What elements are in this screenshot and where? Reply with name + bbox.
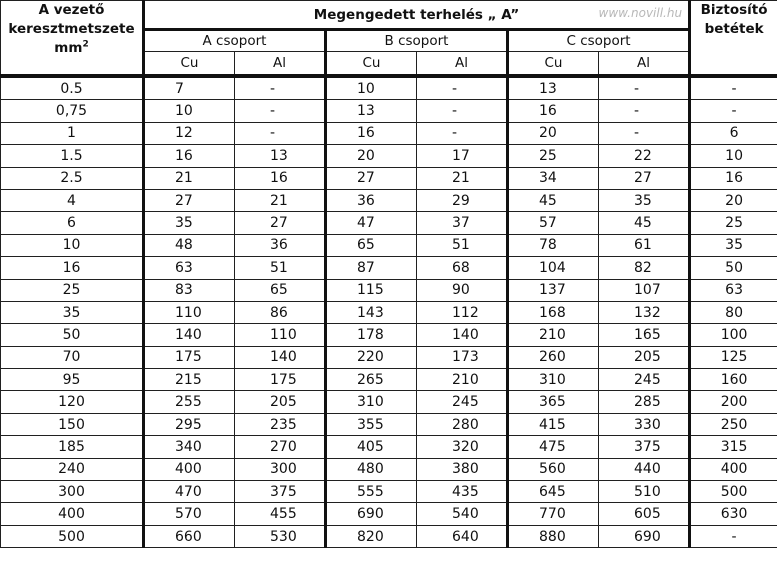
table-row <box>1 503 777 525</box>
fuse-rating-cell: 315 <box>690 436 777 458</box>
group-b-cu-cell: 555 <box>326 481 417 503</box>
group-a-cu-cell: 27 <box>144 189 235 211</box>
fuse-rating-cell: - <box>690 525 777 547</box>
fuse-header-line1: Biztosító <box>700 2 768 18</box>
conductor-size-cell: 240 <box>1 458 144 480</box>
group-a-cu-cell: 255 <box>144 391 235 413</box>
fuse-header-line2: betétek <box>704 21 764 37</box>
group-b-al-cell: 29 <box>417 189 508 211</box>
conductor-size-cell: 16 <box>1 257 144 279</box>
group-c-al-cell: 205 <box>599 346 690 368</box>
group-c-al-cell: 45 <box>599 212 690 234</box>
group-b-al-cell: 210 <box>417 369 508 391</box>
table-row <box>1 346 777 368</box>
conductor-size-cell: 0,75 <box>1 100 144 122</box>
group-a-cu-cell: 10 <box>144 100 235 122</box>
conductor-size-cell: 50 <box>1 324 144 346</box>
group-b-cu-cell: 10 <box>326 76 417 100</box>
table-row <box>1 122 777 144</box>
table-row <box>1 458 777 480</box>
group-c-header: C csoport <box>508 30 690 52</box>
group-a-cu-cell: 16 <box>144 145 235 167</box>
group-a-cu-cell: 7 <box>144 76 235 100</box>
group-c-al-cell: 82 <box>599 257 690 279</box>
group-a-cu-header: Cu <box>144 52 235 77</box>
group-c-al-cell: 690 <box>599 525 690 547</box>
group-b-al-cell: 320 <box>417 436 508 458</box>
group-b-al-cell: 435 <box>417 481 508 503</box>
fuse-rating-cell: 63 <box>690 279 777 301</box>
group-a-cu-cell: 12 <box>144 122 235 144</box>
conductor-size-cell: 0.5 <box>1 76 144 100</box>
group-b-al-cell: 173 <box>417 346 508 368</box>
fuse-rating-cell: 20 <box>690 189 777 211</box>
group-c-cu-cell: 560 <box>508 458 599 480</box>
group-a-al-cell: 110 <box>235 324 326 346</box>
group-c-al-cell: 132 <box>599 301 690 323</box>
group-c-al-cell: - <box>599 122 690 144</box>
group-a-al-cell: 13 <box>235 145 326 167</box>
group-b-al-cell: 380 <box>417 458 508 480</box>
group-c-al-cell: 165 <box>599 324 690 346</box>
fuse-rating-cell: 80 <box>690 301 777 323</box>
group-b-cu-cell: 690 <box>326 503 417 525</box>
group-b-cu-cell: 65 <box>326 234 417 256</box>
group-a-cu-cell: 83 <box>144 279 235 301</box>
table-row <box>1 257 777 279</box>
group-b-al-cell: 640 <box>417 525 508 547</box>
group-b-cu-cell: 405 <box>326 436 417 458</box>
conductor-size-cell: 500 <box>1 525 144 547</box>
fuse-rating-cell: 200 <box>690 391 777 413</box>
fuse-rating-cell: 630 <box>690 503 777 525</box>
size-header-line2: keresztmetszete <box>8 21 135 37</box>
group-b-header: B csoport <box>326 30 508 52</box>
table-row <box>1 167 777 189</box>
group-a-al-cell: - <box>235 122 326 144</box>
group-b-al-cell: 37 <box>417 212 508 234</box>
table-row <box>1 391 777 413</box>
group-b-al-cell: 140 <box>417 324 508 346</box>
group-c-al-cell: 285 <box>599 391 690 413</box>
group-b-cu-header: Cu <box>326 52 417 77</box>
group-c-al-cell: 61 <box>599 234 690 256</box>
size-header-unit: mm <box>54 40 83 56</box>
group-c-cu-cell: 475 <box>508 436 599 458</box>
group-c-cu-cell: 13 <box>508 76 599 100</box>
group-a-al-cell: 375 <box>235 481 326 503</box>
group-a-cu-cell: 400 <box>144 458 235 480</box>
group-b-al-cell: - <box>417 76 508 100</box>
table-row <box>1 324 777 346</box>
group-c-cu-cell: 880 <box>508 525 599 547</box>
size-header-line1: A vezető <box>38 2 105 18</box>
fuse-rating-cell: - <box>690 100 777 122</box>
group-a-al-cell: 140 <box>235 346 326 368</box>
conductor-size-cell: 25 <box>1 279 144 301</box>
group-b-cu-cell: 115 <box>326 279 417 301</box>
conductor-size-cell: 1.5 <box>1 145 144 167</box>
conductor-size-cell: 120 <box>1 391 144 413</box>
table-row <box>1 481 777 503</box>
group-b-cu-cell: 820 <box>326 525 417 547</box>
group-c-cu-cell: 137 <box>508 279 599 301</box>
group-a-header: A csoport <box>144 30 326 52</box>
group-c-al-cell: - <box>599 100 690 122</box>
group-b-al-cell: 112 <box>417 301 508 323</box>
group-c-cu-cell: 260 <box>508 346 599 368</box>
group-c-al-cell: 27 <box>599 167 690 189</box>
group-b-cu-cell: 27 <box>326 167 417 189</box>
table-header <box>1 1 777 77</box>
conductor-size-cell: 1 <box>1 122 144 144</box>
group-b-al-cell: 68 <box>417 257 508 279</box>
group-a-al-header: Al <box>235 52 326 77</box>
fuse-rating-cell: 160 <box>690 369 777 391</box>
group-b-al-cell: 245 <box>417 391 508 413</box>
table-row <box>1 301 777 323</box>
fuse-rating-cell: 6 <box>690 122 777 144</box>
group-b-cu-cell: 13 <box>326 100 417 122</box>
group-a-cu-cell: 140 <box>144 324 235 346</box>
group-c-cu-cell: 25 <box>508 145 599 167</box>
group-b-al-cell: - <box>417 122 508 144</box>
group-a-al-cell: 175 <box>235 369 326 391</box>
group-b-al-cell: - <box>417 100 508 122</box>
group-b-cu-cell: 143 <box>326 301 417 323</box>
group-c-cu-header: Cu <box>508 52 599 77</box>
group-c-al-cell: 605 <box>599 503 690 525</box>
group-a-al-cell: 27 <box>235 212 326 234</box>
group-c-cu-cell: 34 <box>508 167 599 189</box>
table-row <box>1 76 777 100</box>
fuse-rating-cell: 250 <box>690 413 777 435</box>
group-a-al-cell: 205 <box>235 391 326 413</box>
fuse-rating-cell: 50 <box>690 257 777 279</box>
group-c-al-cell: 35 <box>599 189 690 211</box>
table-row <box>1 145 777 167</box>
fuse-rating-cell: 16 <box>690 167 777 189</box>
group-c-cu-cell: 45 <box>508 189 599 211</box>
group-a-al-cell: - <box>235 100 326 122</box>
group-a-cu-cell: 660 <box>144 525 235 547</box>
group-a-cu-cell: 295 <box>144 413 235 435</box>
conductor-size-cell: 6 <box>1 212 144 234</box>
group-c-cu-cell: 16 <box>508 100 599 122</box>
table-body <box>1 76 777 548</box>
group-a-al-cell: 455 <box>235 503 326 525</box>
group-a-cu-cell: 215 <box>144 369 235 391</box>
group-b-cu-cell: 480 <box>326 458 417 480</box>
group-a-cu-cell: 340 <box>144 436 235 458</box>
group-c-cu-cell: 415 <box>508 413 599 435</box>
group-a-cu-cell: 21 <box>144 167 235 189</box>
group-c-cu-cell: 78 <box>508 234 599 256</box>
conductor-size-cell: 400 <box>1 503 144 525</box>
table-row <box>1 279 777 301</box>
group-a-al-cell: 21 <box>235 189 326 211</box>
group-a-cu-cell: 110 <box>144 301 235 323</box>
group-c-al-cell: 510 <box>599 481 690 503</box>
fuse-rating-cell: 125 <box>690 346 777 368</box>
watermark-text: www.novill.hu <box>598 6 683 20</box>
group-c-cu-cell: 310 <box>508 369 599 391</box>
table-row <box>1 413 777 435</box>
table-row <box>1 436 777 458</box>
group-c-al-cell: 107 <box>599 279 690 301</box>
group-c-al-cell: 330 <box>599 413 690 435</box>
group-b-al-cell: 280 <box>417 413 508 435</box>
conductor-size-cell: 95 <box>1 369 144 391</box>
fuse-rating-cell: 400 <box>690 458 777 480</box>
group-b-al-cell: 51 <box>417 234 508 256</box>
fuse-rating-cell: 35 <box>690 234 777 256</box>
conductor-size-cell: 2.5 <box>1 167 144 189</box>
fuse-header <box>690 1 777 77</box>
fuse-rating-cell: 10 <box>690 145 777 167</box>
group-b-cu-cell: 220 <box>326 346 417 368</box>
group-b-cu-cell: 87 <box>326 257 417 279</box>
group-a-al-cell: 36 <box>235 234 326 256</box>
conductor-size-cell: 150 <box>1 413 144 435</box>
group-a-cu-cell: 35 <box>144 212 235 234</box>
fuse-rating-cell: 500 <box>690 481 777 503</box>
group-a-cu-cell: 570 <box>144 503 235 525</box>
group-b-al-cell: 17 <box>417 145 508 167</box>
group-a-cu-cell: 470 <box>144 481 235 503</box>
group-c-al-cell: 245 <box>599 369 690 391</box>
group-a-cu-cell: 175 <box>144 346 235 368</box>
group-b-cu-cell: 265 <box>326 369 417 391</box>
group-c-cu-cell: 210 <box>508 324 599 346</box>
group-c-al-cell: 22 <box>599 145 690 167</box>
group-b-cu-cell: 16 <box>326 122 417 144</box>
group-b-cu-cell: 310 <box>326 391 417 413</box>
group-c-cu-cell: 770 <box>508 503 599 525</box>
table-row <box>1 212 777 234</box>
group-a-al-cell: 86 <box>235 301 326 323</box>
table-row <box>1 189 777 211</box>
group-a-al-cell: - <box>235 76 326 100</box>
table-row <box>1 525 777 547</box>
group-c-cu-cell: 365 <box>508 391 599 413</box>
group-a-cu-cell: 48 <box>144 234 235 256</box>
group-a-cu-cell: 63 <box>144 257 235 279</box>
group-c-al-cell: - <box>599 76 690 100</box>
fuse-rating-cell: 25 <box>690 212 777 234</box>
conductor-size-cell: 35 <box>1 301 144 323</box>
group-c-cu-cell: 57 <box>508 212 599 234</box>
group-b-cu-cell: 20 <box>326 145 417 167</box>
group-b-al-cell: 90 <box>417 279 508 301</box>
table-row <box>1 100 777 122</box>
group-b-al-header: Al <box>417 52 508 77</box>
group-c-cu-cell: 168 <box>508 301 599 323</box>
fuse-rating-cell: 100 <box>690 324 777 346</box>
group-b-cu-cell: 36 <box>326 189 417 211</box>
fuse-rating-cell: - <box>690 76 777 100</box>
group-c-al-cell: 375 <box>599 436 690 458</box>
group-b-cu-cell: 355 <box>326 413 417 435</box>
group-b-al-cell: 540 <box>417 503 508 525</box>
group-a-al-cell: 270 <box>235 436 326 458</box>
group-c-cu-cell: 20 <box>508 122 599 144</box>
group-c-cu-cell: 104 <box>508 257 599 279</box>
conductor-size-cell: 4 <box>1 189 144 211</box>
group-a-al-cell: 65 <box>235 279 326 301</box>
table-row <box>1 369 777 391</box>
group-a-al-cell: 51 <box>235 257 326 279</box>
conductor-size-header <box>1 1 144 77</box>
group-a-al-cell: 16 <box>235 167 326 189</box>
group-a-al-cell: 530 <box>235 525 326 547</box>
group-b-al-cell: 21 <box>417 167 508 189</box>
conductor-size-cell: 185 <box>1 436 144 458</box>
conductor-size-cell: 300 <box>1 481 144 503</box>
size-header-unit-sup: 2 <box>82 39 89 50</box>
conductor-size-cell: 10 <box>1 234 144 256</box>
group-c-al-cell: 440 <box>599 458 690 480</box>
group-b-cu-cell: 47 <box>326 212 417 234</box>
permitted-load-title: Megengedett terhelés „ A” <box>313 6 520 23</box>
group-a-al-cell: 300 <box>235 458 326 480</box>
permitted-load-header <box>144 1 690 30</box>
table-row <box>1 234 777 256</box>
conductor-size-cell: 70 <box>1 346 144 368</box>
group-b-cu-cell: 178 <box>326 324 417 346</box>
group-c-al-header: Al <box>599 52 690 77</box>
group-a-al-cell: 235 <box>235 413 326 435</box>
group-c-cu-cell: 645 <box>508 481 599 503</box>
